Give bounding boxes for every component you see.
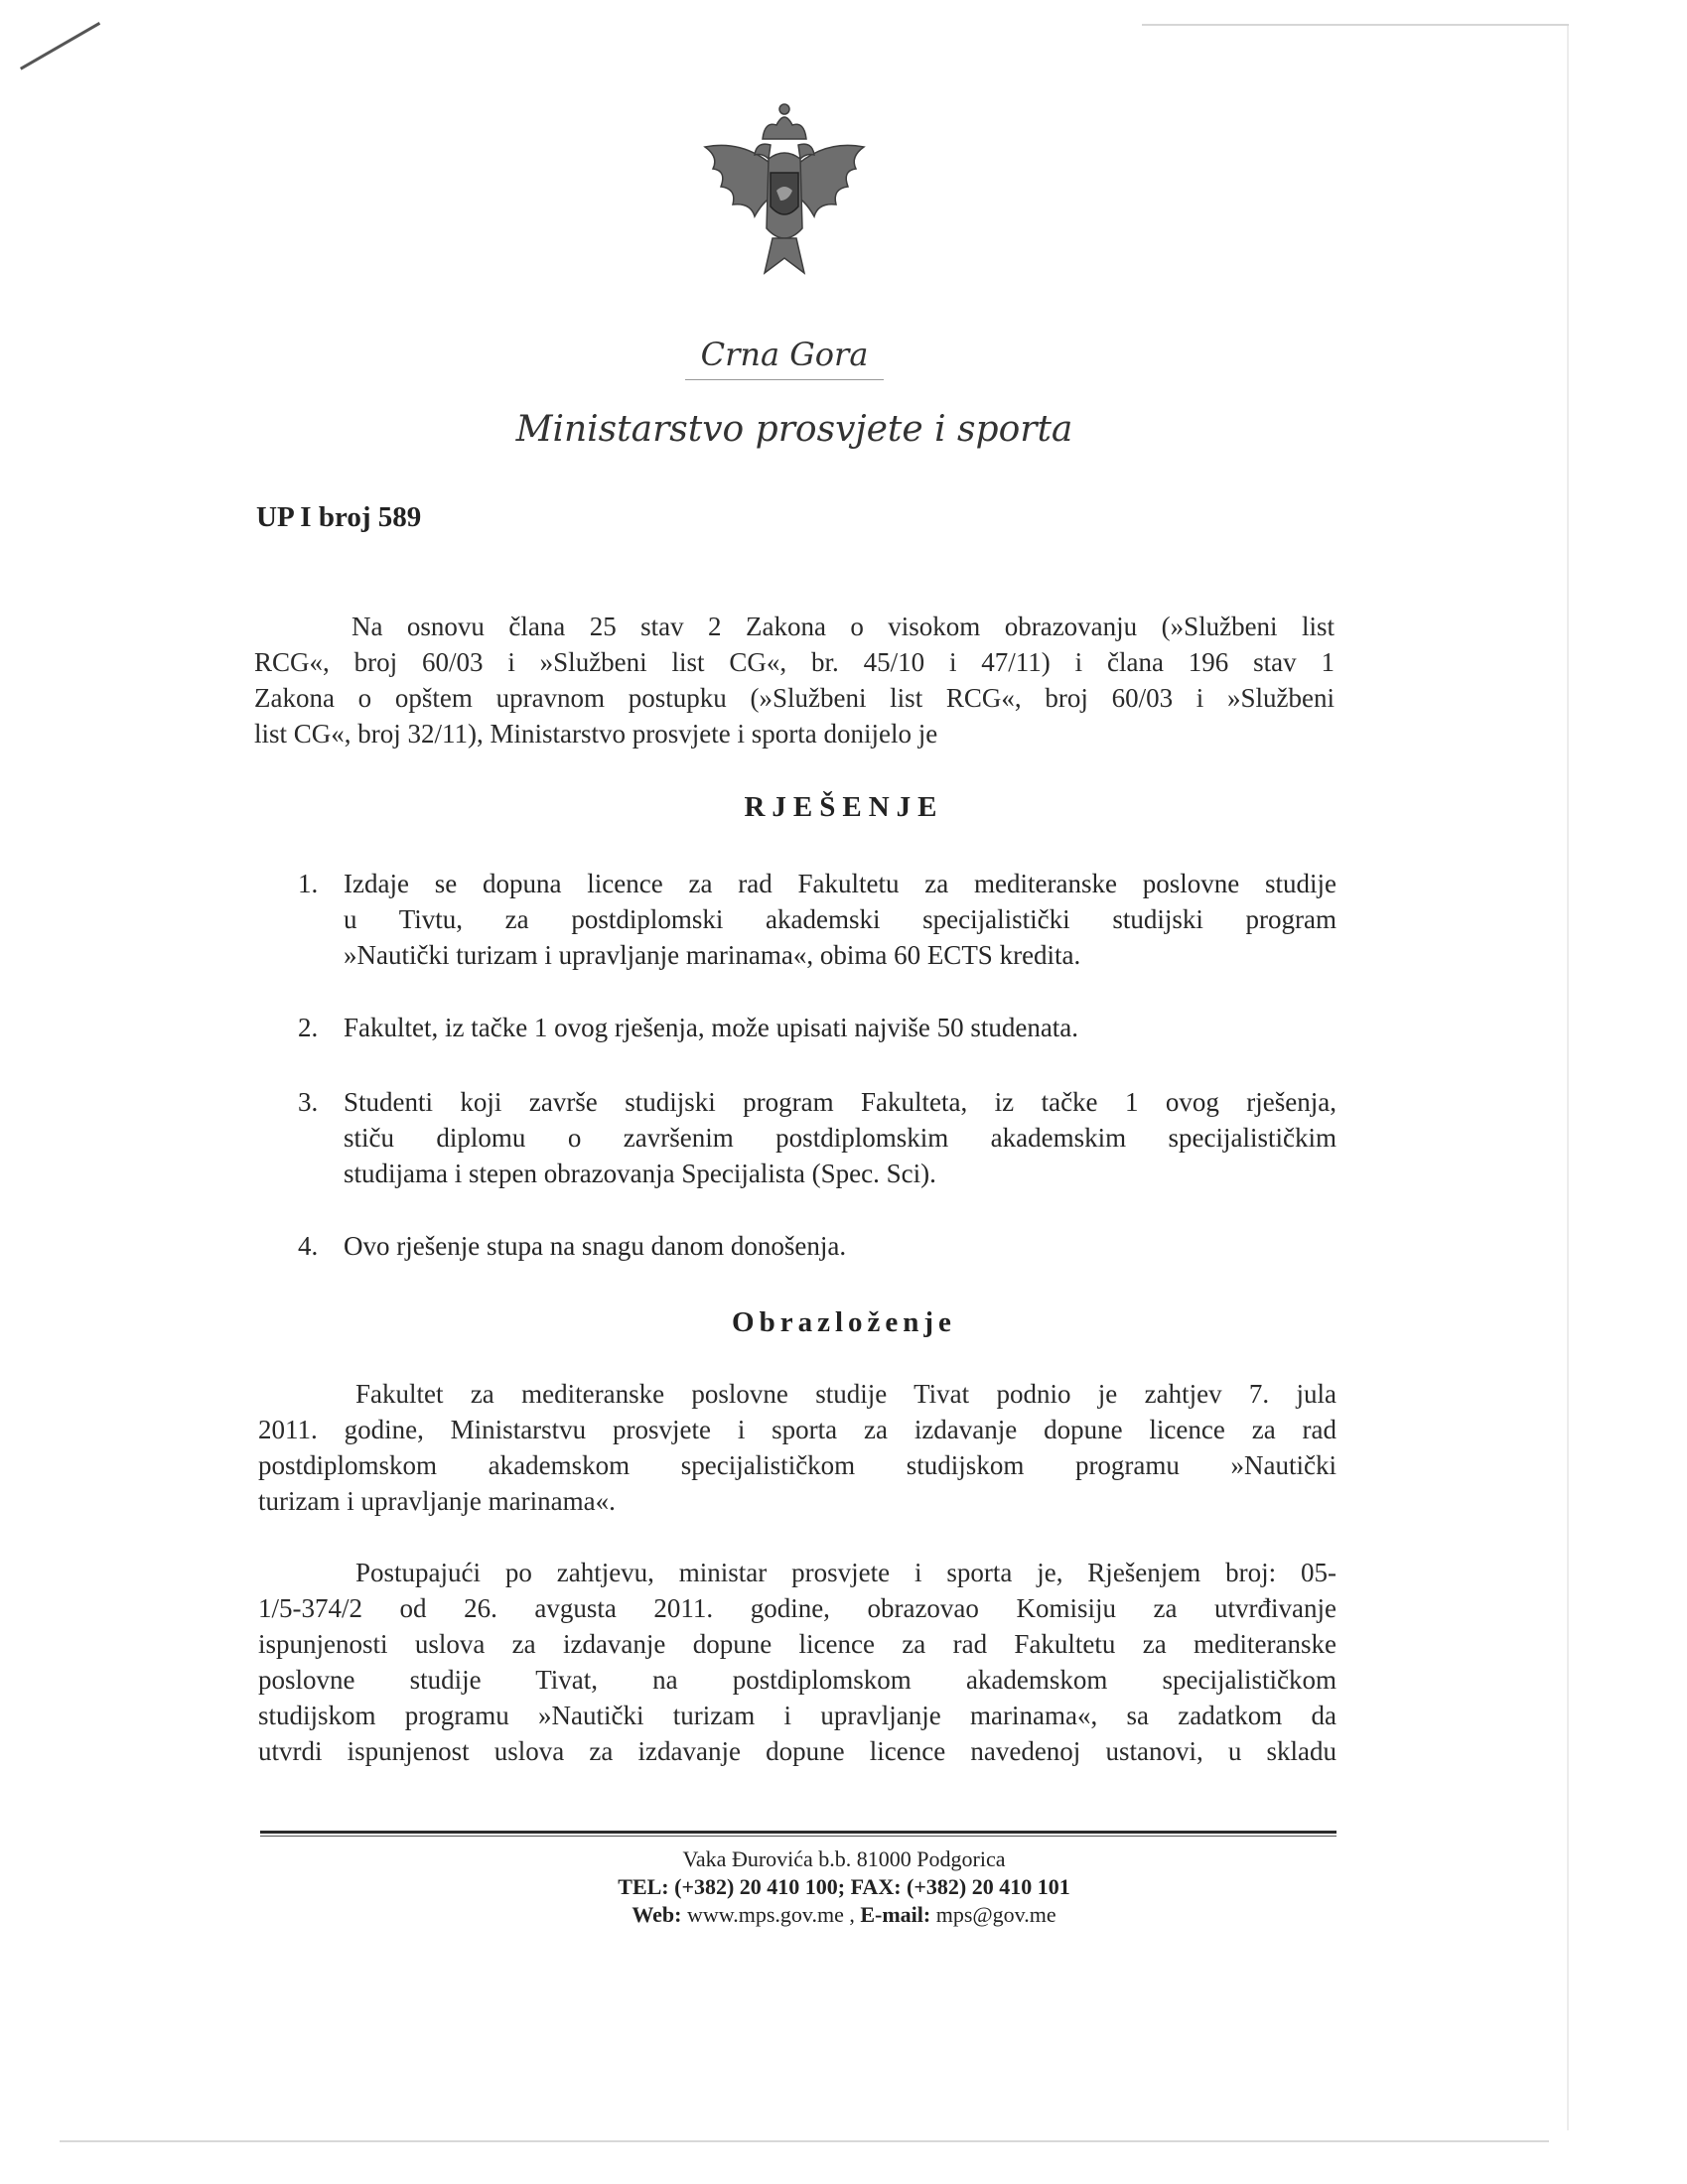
scan-pen-mark: [20, 22, 100, 70]
decision-item-line: u Tivtu, za postdiplomski akademski specijalistički studijski program: [344, 904, 1336, 934]
explanation-line: Postupajući po zahtjevu, ministar prosvjete i sporta je, Rješenjem broj: 05-: [355, 1558, 1336, 1587]
decision-item-line: Fakultet, iz tačke 1 ovog rješenja, može upisati najviše 50 studenata.: [344, 1013, 1079, 1042]
decision-item-line: Studenti koji završe studijski program Fakulteta, iz tačke 1 ovog rješenja,: [344, 1087, 1336, 1117]
explanation-line: ispunjenosti uslova za izdavanje dopune licence za rad Fakultetu za mediteranske: [258, 1629, 1336, 1659]
decision-item-line: Izdaje se dopuna licence za rad Fakultetu za mediteranske poslovne studije: [344, 869, 1336, 898]
decision-item-line: »Nautički turizam i upravljanje marinama«, obima 60 ECTS kredita.: [344, 940, 1081, 970]
explanation-paragraph: [258, 1555, 1336, 1769]
intro-line: RCG«, broj 60/03 i »Službeni list CG«, br. 45/10 i 47/11) i člana 196 stav 1: [254, 647, 1335, 677]
decision-item-line: studijama i stepen obrazovanja Specijalista (Spec. Sci).: [344, 1159, 936, 1188]
scan-top-edge: [1142, 24, 1569, 26]
intro-line: Zakona o opštem upravnom postupku (»Službeni list RCG«, broj 60/03 i »Službeni: [254, 683, 1335, 713]
decision-item-number: 2.: [298, 1013, 319, 1042]
footer-phone-fax: TEL: (+382) 20 410 100; FAX: (+382) 20 410 101: [618, 1874, 1070, 1899]
decision-item-number: 1.: [298, 869, 319, 898]
footer-email-link[interactable]: mps@gov.me: [935, 1902, 1056, 1927]
ministry-name: Ministarstvo prosvjete i sporta: [515, 409, 1073, 450]
decision-item-line: Ovo rješenje stupa na snagu danom donošenja.: [344, 1231, 847, 1261]
scan-bottom-edge: [60, 2140, 1549, 2142]
explanation-line: postdiplomskom akademskom specijalističkom studijskom programu »Nautički: [258, 1450, 1336, 1480]
decision-item-line: stiču diplomu o završenim postdiplomskim akademskim specijalističkim: [344, 1123, 1336, 1153]
footer-web-email: [397, 1902, 1291, 1928]
footer-divider: [260, 1831, 1336, 1834]
explanation-line: 2011. godine, Ministarstvu prosvjete i sporta za izdavanje dopune licence za rad: [258, 1415, 1336, 1444]
explanation-line: Fakultet za mediteranske poslovne studije Tivat podnio je zahtjev 7. jula: [355, 1379, 1336, 1409]
explanation-heading: Obrazloženje: [732, 1306, 956, 1338]
case-number: UP I broj 589: [256, 501, 422, 533]
explanation-paragraph: [258, 1376, 1336, 1519]
footer-email-label: E-mail:: [860, 1902, 931, 1927]
footer-web-label: Web:: [632, 1902, 682, 1927]
intro-paragraph: [254, 609, 1335, 751]
country-underline: [685, 379, 884, 380]
coat-of-arms-icon: [685, 99, 884, 288]
explanation-line: poslovne studije Tivat, na postdiplomskom akademskom specijalističkom: [258, 1665, 1336, 1695]
scan-right-edge: [1567, 26, 1569, 2130]
intro-line: list CG«, broj 32/11), Ministarstvo prosvjete i sporta donijelo je: [254, 719, 938, 749]
decision-heading: RJEŠENJE: [744, 791, 944, 823]
country-name: Crna Gora: [700, 336, 869, 373]
footer-web-link[interactable]: www.mps.gov.me ,: [686, 1902, 855, 1927]
decision-item-number: 4.: [298, 1231, 319, 1261]
explanation-line: studijskom programu »Nautički turizam i upravljanje marinama«, sa zadatkom da: [258, 1701, 1336, 1730]
explanation-line: utvrdi ispunjenost uslova za izdavanje dopune licence navedenoj ustanovi, u skladu: [258, 1736, 1336, 1766]
footer-divider-thin: [260, 1836, 1336, 1837]
explanation-line: turizam i upravljanje marinama«.: [258, 1486, 616, 1516]
intro-line: Na osnovu člana 25 stav 2 Zakona o visokom obrazovanju (»Službeni list: [351, 612, 1335, 641]
footer-address: Vaka Đurovića b.b. 81000 Podgorica: [682, 1846, 1006, 1871]
decision-item-number: 3.: [298, 1087, 319, 1117]
explanation-line: 1/5-374/2 od 26. avgusta 2011. godine, obrazovao Komisiju za utvrđivanje: [258, 1593, 1336, 1623]
